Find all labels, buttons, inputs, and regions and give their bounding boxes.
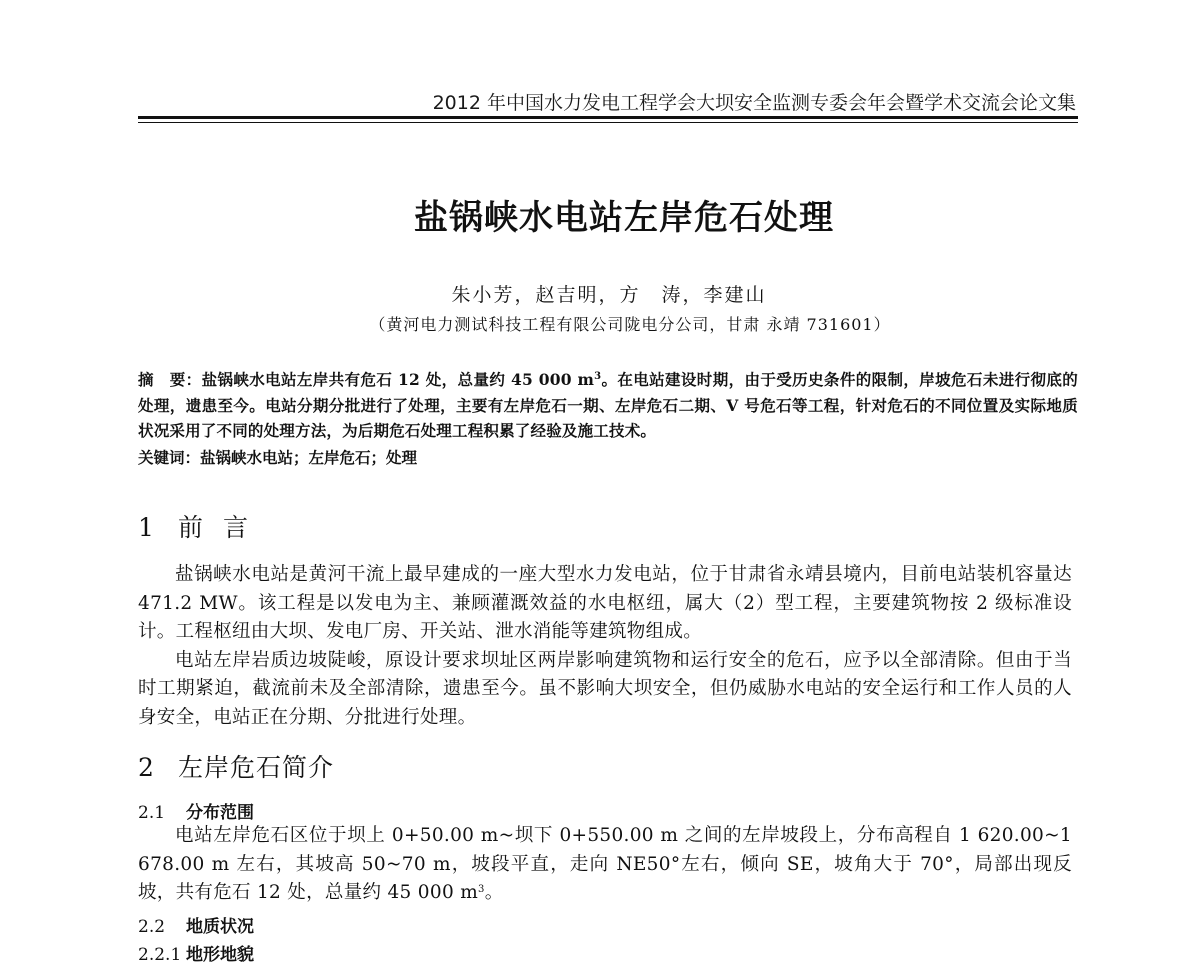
abstract-text: 盐锅峡水电站左岸共有危石 12 处，总量约 45 000 m bbox=[201, 370, 595, 389]
abstract-text-rest: 。在电站建设时期，由于受历史条件的限制，岸坡危石未进行彻底的处理，遗患至今。电站分期分批进行了处理，主要有左岸危石一期、左岸危石二期、V 号危石等工程，针对危石的不同位置及实际地质状况采用了不同的处理方法，为后期危石处理工程积累了经验及施工技术。 bbox=[138, 370, 1078, 440]
subsection-2-2-heading bbox=[138, 912, 254, 937]
subsection-2-2-1-title: 地形地貌 bbox=[186, 945, 254, 965]
subsection-2-1-paragraph bbox=[138, 822, 1072, 908]
abstract-label: 摘 要： bbox=[138, 371, 202, 389]
section-2-heading bbox=[138, 748, 334, 784]
section-2-number: 2 bbox=[138, 753, 155, 782]
section-1-heading bbox=[138, 508, 268, 544]
subsection-2-1-sup: 3 bbox=[478, 884, 485, 895]
subsection-2-2-title: 地质状况 bbox=[186, 917, 254, 937]
subsection-2-2-number: 2.2 bbox=[138, 917, 166, 937]
keywords-text: 盐锅峡水电站；左岸危石；处理 bbox=[200, 448, 418, 467]
subsection-2-1-heading bbox=[138, 798, 254, 823]
keywords bbox=[138, 445, 1078, 471]
subsection-2-2-1-number: 2.2.1 bbox=[138, 945, 182, 965]
abstract-sup: 3 bbox=[594, 371, 602, 382]
paper-authors: 朱小芳，赵吉明，方 涛，李建山 bbox=[451, 284, 767, 306]
subsection-2-1-text: 电站左岸危石区位于坝上 0+50.00 m~坝下 0+550.00 m 之间的左岸坡段上，分布高程自 1 620.00~1 678.00 m 左右，其坡高 50~70 m，坡段平直，走向 NE50°左右，倾向 SE，坡角大于 70°，局部出现反坡，共有危石 12 处，总量约 45 000 m bbox=[138, 825, 1072, 903]
keywords-label: 关键词： bbox=[138, 449, 201, 467]
subsection-2-2-1-heading bbox=[138, 940, 254, 965]
paper-title: 盐锅峡水电站左岸危石处理 bbox=[414, 198, 834, 238]
section-1-title: 前言 bbox=[178, 513, 269, 542]
subsection-2-1-title: 分布范围 bbox=[186, 803, 254, 823]
header-rule-thin bbox=[138, 122, 1078, 123]
subsection-2-1-text-rest: 。 bbox=[484, 882, 504, 903]
subsection-2-1-number: 2.1 bbox=[138, 803, 166, 823]
section-1-paragraph-1: 盐锅峡水电站是黄河干流上最早建成的一座大型水力发电站，位于甘肃省永靖县境内，目前电站装机容量达 471.2 MW。该工程是以发电为主、兼顾灌溉效益的水电枢纽，属大（2）型工程，主要建筑物按 2 级标准设计。工程枢纽由大坝、发电厂房、开关站、泄水消能等建筑物组成。 bbox=[138, 564, 1072, 642]
subsection-2-1-body bbox=[138, 822, 1072, 908]
running-header: 2012 年中国水力发电工程学会大坝安全监测专委会年会暨学术交流会论文集 bbox=[432, 92, 1076, 114]
paper-affiliation: （黄河电力测试科技工程有限公司陇电分公司，甘肃 永靖 731601） bbox=[369, 315, 891, 334]
section-1-paragraph-2: 电站左岸岩质边坡陡峻，原设计要求坝址区两岸影响建筑物和运行安全的危石，应予以全部清除。但由于当时工期紧迫，截流前未及全部清除，遗患至今。虽不影响大坝安全，但仍威胁水电站的安全运行和工作人员的人身安全，电站正在分期、分批进行处理。 bbox=[138, 649, 1072, 728]
section-1-body bbox=[138, 561, 1072, 732]
section-1-number: 1 bbox=[138, 513, 154, 542]
abstract bbox=[138, 367, 1078, 443]
header-rule bbox=[138, 116, 1078, 119]
section-2-title: 左岸危石简介 bbox=[178, 753, 335, 782]
